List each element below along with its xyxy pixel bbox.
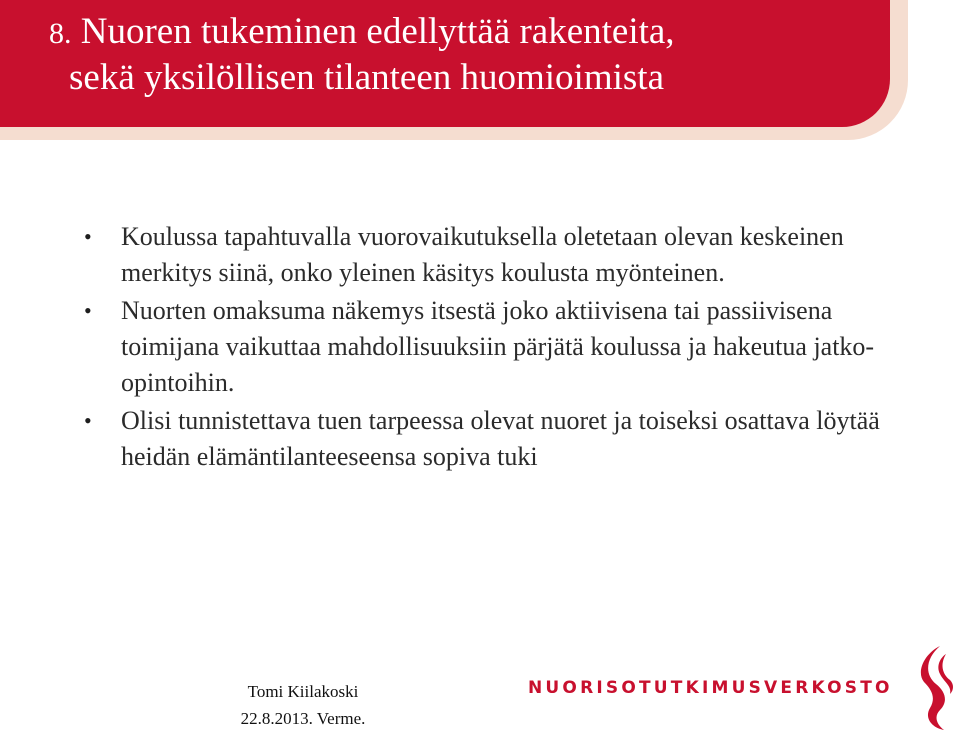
bullet-item <box>84 293 914 401</box>
footer-date: 22.8.2013. Verme. <box>240 709 366 728</box>
bullet-text: Olisi tunnistettava tuen tarpeessa olevat nuoret ja toiseksi osattava löytää heidän elämäntilanteeseensa sopiva tuki <box>121 406 880 471</box>
bullet-icon: • <box>84 224 92 249</box>
title-line-1: Nuoren tukeminen edellyttää rakenteita, <box>80 11 675 52</box>
bullet-text: Koulussa tapahtuvalla vuorovaikutuksella oletetaan olevan keskeinen merkitys siinä, onko yleinen käsitys koulusta myönteinen. <box>121 222 844 287</box>
slide-title <box>49 10 879 100</box>
footer-author: Tomi Kiilakoski <box>247 682 359 701</box>
bullet-item <box>84 219 914 291</box>
bullet-icon: • <box>84 298 92 323</box>
footer <box>218 678 388 732</box>
slide-number: 8. <box>49 17 72 50</box>
bullet-item <box>84 403 914 475</box>
brand-logo-text: NUORISOTUTKIMUSVERKOSTO <box>528 678 893 698</box>
title-line-2: sekä yksilöllisen tilanteen huomioimista <box>69 57 664 98</box>
bullet-list <box>84 219 914 477</box>
bullet-icon: • <box>84 408 92 433</box>
brand-swirl-icon <box>918 644 956 732</box>
bullet-text: Nuorten omaksuma näkemys itsestä joko aktiivisena tai passiivisena toimijana vaikuttaa mahdollisuuksiin pärjätä koulussa ja hakeutua jatko-opintoihin. <box>121 296 875 397</box>
